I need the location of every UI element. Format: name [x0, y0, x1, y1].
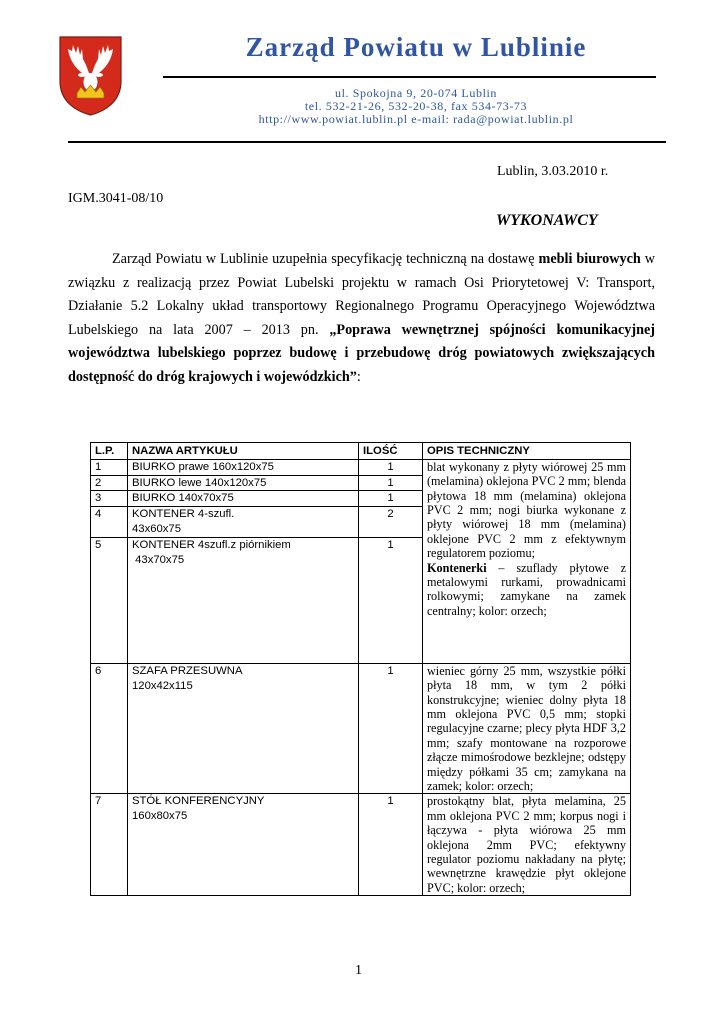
coat-of-arms-logo — [58, 35, 123, 117]
header-desc: OPIS TECHNICZNY — [423, 443, 631, 460]
project-title: „Poprawa wewnętrznej spójności komunikacyjnej województwa lubelskiego poprzez budowę i przebudowę dróg powiatowych zwiększających dostępność do dróg krajowych i wojewódzkich” — [68, 321, 655, 385]
cell-qty: 1 — [359, 491, 423, 507]
cell-desc-conference-table: prostokątny blat, płyta melamina, 25 mm oklejona PVC 2 mm; korpus nogi i łączywa - płyta wiórowa 25 mm oklejona 2mm PVC; efektywny regulator poziomu nakładany na płytę; wewnętrzne krawędzie płyt oklejone PVC; kolor: orzech; — [423, 794, 631, 896]
body-bold-1: mebli biurowych — [538, 251, 641, 267]
name-line-2: 43x60x75 — [132, 522, 181, 535]
name-line-2: 160x80x75 — [132, 810, 188, 823]
cell-lp: 3 — [91, 491, 128, 507]
cell-name — [128, 794, 359, 896]
desc-desks: blat wykonany z płyty wiórowej 25 mm (melamina) oklejona PVC 2 mm; blenda płytowa 18 mm (melamina) oklejona PVC 2 mm; nogi biurka wykonane z płyty wiórowej 18 mm (melamina) oklejone PVC 2 mm z efektywnym regulatorem poziomu; — [427, 459, 626, 561]
cell-name — [128, 507, 359, 538]
cell-lp: 7 — [91, 794, 128, 896]
cell-lp: 6 — [91, 663, 128, 794]
cell-qty: 1 — [359, 663, 423, 794]
cell-name: BIURKO prawe 160x120x75 — [128, 459, 359, 475]
cell-name: BIURKO 140x70x75 — [128, 491, 359, 507]
table-row — [91, 663, 631, 794]
page-number: 1 — [355, 963, 362, 978]
table-row — [91, 459, 631, 475]
cell-name — [128, 537, 359, 663]
header-name: NAZWA ARTYKUŁU — [128, 443, 359, 460]
name-line-1: STÓŁ KONFERENCYJNY — [132, 795, 265, 808]
name-line-2: 43x70x75 — [132, 553, 185, 566]
organization-name: Zarząd Powiatu w Lublinie — [245, 32, 587, 62]
table-row — [91, 794, 631, 896]
cell-lp: 5 — [91, 537, 128, 663]
cell-desc-wardrobe: wieniec górny 25 mm, wszystkie półki płyta 18 mm, w tym 2 półki konstrukcyjne; wieniec dolny płyta 18 mm oklejona PVC 0,5 mm; stopki regulacyjne czarne; plecy płyta HDF 3,2 mm; szafy montowane na rozporowe złącze mimośrodowe bezklejne; odstępy między półkami 35 cm; zamykana na zamek; kolor: orzech; — [423, 663, 631, 794]
name-line-1: SZAFA PRZESUWNA — [132, 664, 243, 677]
letter-body — [68, 248, 655, 390]
body-text-end: : — [356, 368, 361, 385]
web-email-line[interactable]: http://www.powiat.lublin.pl e-mail: rada@powiat.lublin.pl — [258, 112, 574, 126]
body-text-2: w związku z realizacją przez Powiat Lubelski projektu w ramach Osi Priorytetowej V: Transport, Działanie 5.2 Lokalny układ transportowy Regionalnego Programu Operacyjnego Województwa Lubelskiego na lata 2007 – 2013 pn. — [68, 251, 655, 338]
header-divider — [68, 141, 666, 143]
cell-desc-desks-containers — [423, 459, 631, 663]
cell-name — [128, 663, 359, 794]
cell-lp: 4 — [91, 507, 128, 538]
cell-name: BIURKO lewe 140x120x75 — [128, 475, 359, 491]
phone-line: tel. 532-21-26, 532-20-38, fax 534-73-73 — [304, 99, 528, 113]
recipient-heading: WYKONAWCY — [496, 212, 598, 229]
specification-table — [90, 442, 631, 896]
table-header-row — [91, 443, 631, 460]
cell-lp: 2 — [91, 475, 128, 491]
name-line-1: KONTENER 4szufl.z piórnikiem — [132, 538, 291, 551]
cell-qty: 1 — [359, 475, 423, 491]
contact-block — [176, 87, 656, 126]
cell-qty: 2 — [359, 507, 423, 538]
name-line-2: 120x42x115 — [132, 679, 193, 692]
header-rule — [163, 76, 656, 78]
name-line-1: KONTENER 4-szufl. — [132, 508, 235, 521]
desc-containers: – szuflady płytowe z metalowymi rurkami, prowadnicami rolkowymi; zamykane na zamek centralny; kolor: orzech; — [427, 560, 626, 618]
cell-qty: 1 — [359, 537, 423, 663]
cell-qty: 1 — [359, 459, 423, 475]
desc-containers-label: Kontenerki — [427, 560, 487, 575]
place-date: Lublin, 3.03.2010 r. — [497, 164, 609, 179]
reference-number: IGM.3041-08/10 — [68, 191, 164, 206]
header-lp: L.P. — [91, 443, 128, 460]
cell-lp: 1 — [91, 459, 128, 475]
body-text-1: Zarząd Powiatu w Lublinie uzupełnia specyfikację techniczną na dostawę — [112, 251, 539, 267]
header-qty: ILOŚĆ — [359, 443, 423, 460]
cell-qty: 1 — [359, 794, 423, 896]
address-line: ul. Spokojna 9, 20-074 Lublin — [334, 86, 498, 100]
